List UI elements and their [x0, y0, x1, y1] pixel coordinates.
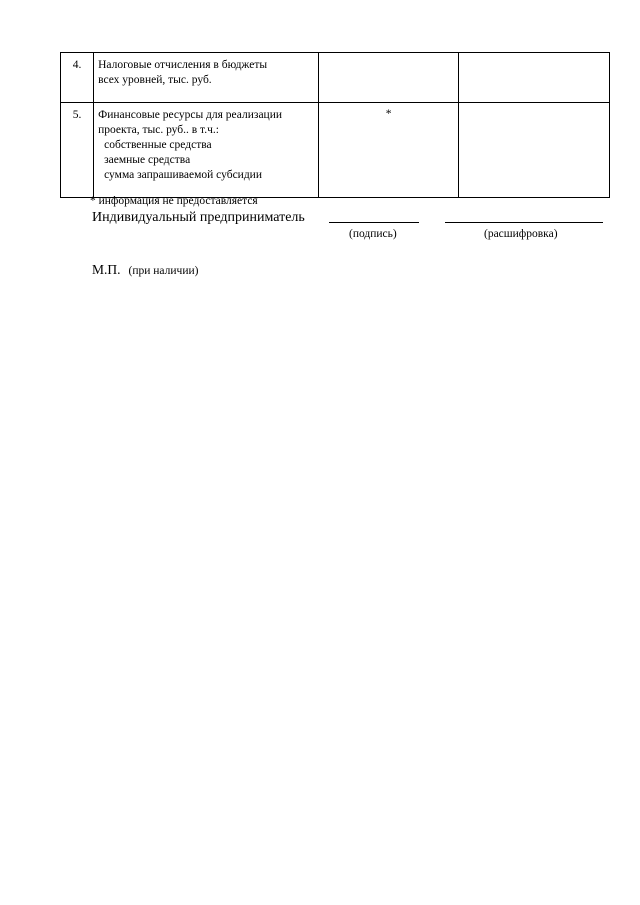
row-number: 5.	[61, 103, 94, 198]
decoding-line	[445, 222, 603, 223]
decoding-caption: (расшифровка)	[484, 228, 558, 240]
signature-line	[329, 222, 419, 223]
row-value-cell	[459, 103, 610, 198]
indicator-sub-item: заемные средства	[104, 154, 191, 166]
signature-caption: (подпись)	[349, 228, 397, 240]
signer-title: Индивидуальный предприниматель	[92, 210, 305, 225]
indicator-name-line: всех уровней, тыс. руб.	[98, 74, 212, 86]
footnote: * информация не предоставляется	[90, 195, 258, 207]
stamp-note: (при наличии)	[128, 265, 199, 277]
row-indicator-name	[94, 103, 319, 198]
row-value-cell	[459, 53, 610, 103]
stamp-label: М.П.	[92, 262, 121, 277]
indicator-name-line: Финансовые ресурсы для реализации	[98, 109, 283, 121]
report-table	[60, 52, 610, 198]
indicator-sub-item: сумма запрашиваемой субсидии	[104, 169, 262, 181]
row-indicator-name	[94, 53, 319, 103]
table-row	[61, 103, 610, 198]
indicator-name-line: проекта, тыс. руб.. в т.ч.:	[98, 124, 219, 136]
table-row	[61, 53, 610, 103]
row-value-cell: *	[318, 103, 459, 198]
row-number: 4.	[61, 53, 94, 103]
stamp-placeholder	[92, 261, 198, 279]
indicator-name-line: Налоговые отчисления в бюджеты	[98, 59, 268, 71]
indicator-sub-item: собственные средства	[104, 139, 212, 151]
row-value-cell	[318, 53, 459, 103]
